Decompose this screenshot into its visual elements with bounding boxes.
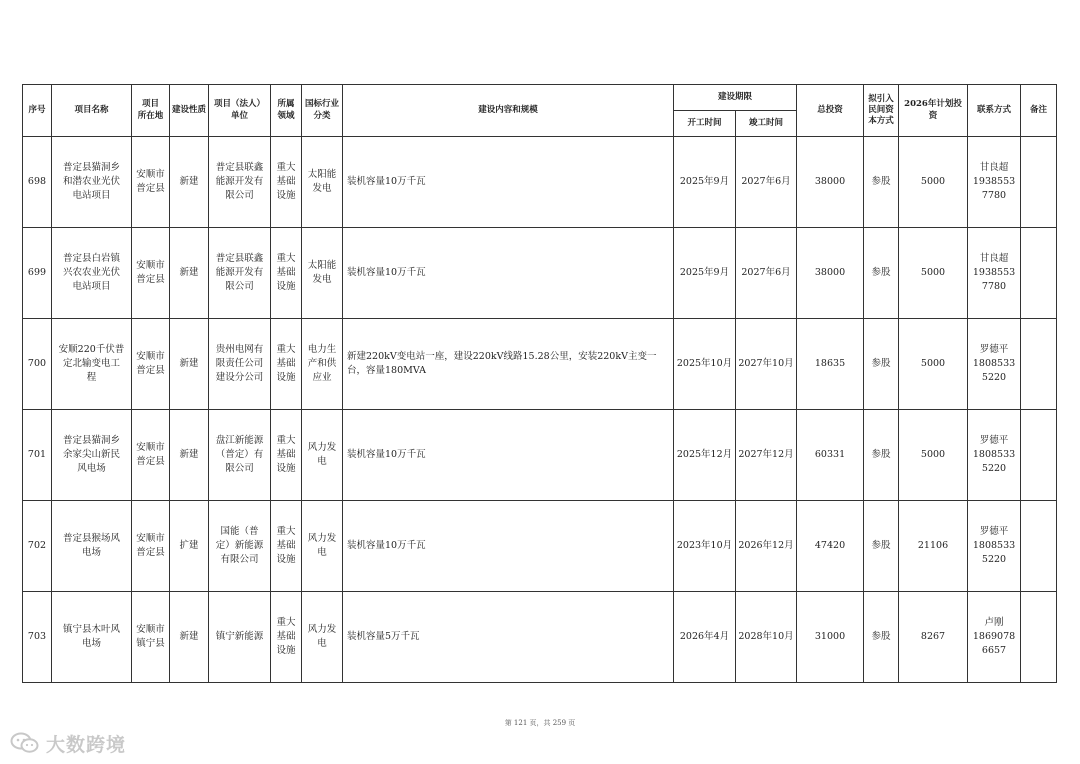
cell-owner: 镇宁新能源 xyxy=(209,592,271,683)
cell-owner: 国能（普 定）新能源 有限公司 xyxy=(209,501,271,592)
table-row xyxy=(23,137,1057,228)
header-seq: 序号 xyxy=(23,85,52,137)
cell-capital-mode: 参股 xyxy=(864,228,899,319)
cell-capital-mode: 参股 xyxy=(864,592,899,683)
cell-owner: 贵州电网有 限责任公司 建设分公司 xyxy=(209,319,271,410)
cell-nature: 新建 xyxy=(170,228,209,319)
cell-project-name: 镇宁县木叶风 电场 xyxy=(52,592,132,683)
cell-start: 2025年12月 xyxy=(674,410,736,501)
cell-plan-2026: 5000 xyxy=(899,410,968,501)
cell-seq: 700 xyxy=(23,319,52,410)
cell-end: 2027年6月 xyxy=(736,137,797,228)
cell-content: 新建220kV变电站一座，建设220kV线路15.28公里，安装220kV主变一台，容量180MVA xyxy=(343,319,674,410)
cell-industry: 太阳能 发电 xyxy=(302,228,343,319)
wechat-logo-icon xyxy=(10,732,40,754)
cell-field: 重大 基础 设施 xyxy=(271,228,302,319)
cell-capital-mode: 参股 xyxy=(864,501,899,592)
cell-end: 2027年6月 xyxy=(736,228,797,319)
cell-field: 重大 基础 设施 xyxy=(271,592,302,683)
cell-nature: 新建 xyxy=(170,592,209,683)
watermark-text: 大数跨境 xyxy=(46,733,127,756)
header-industry: 国标行业 分类 xyxy=(302,85,343,137)
cell-location: 安顺市 普定县 xyxy=(132,228,170,319)
cell-field: 重大 基础 设施 xyxy=(271,137,302,228)
cell-field: 重大 基础 设施 xyxy=(271,410,302,501)
cell-end: 2027年10月 xyxy=(736,319,797,410)
cell-seq: 698 xyxy=(23,137,52,228)
cell-content: 装机容量5万千瓦 xyxy=(343,592,674,683)
cell-investment: 31000 xyxy=(797,592,864,683)
watermark xyxy=(10,730,126,756)
cell-note xyxy=(1021,228,1057,319)
cell-nature: 新建 xyxy=(170,137,209,228)
cell-contact: 罗德平 18085335220 xyxy=(968,501,1021,592)
table-row xyxy=(23,592,1057,683)
cell-plan-2026: 5000 xyxy=(899,228,968,319)
cell-contact: 甘良超 19385537780 xyxy=(968,228,1021,319)
cell-capital-mode: 参股 xyxy=(864,410,899,501)
cell-plan-2026: 5000 xyxy=(899,137,968,228)
cell-nature: 新建 xyxy=(170,410,209,501)
header-owner: 项目（法人） 单位 xyxy=(209,85,271,137)
header-nature: 建设性质 xyxy=(170,85,209,137)
table-row xyxy=(23,501,1057,592)
cell-end: 2027年12月 xyxy=(736,410,797,501)
header-location: 项目 所在地 xyxy=(132,85,170,137)
header-note: 备注 xyxy=(1021,85,1057,137)
header-field: 所属 领域 xyxy=(271,85,302,137)
cell-plan-2026: 8267 xyxy=(899,592,968,683)
cell-contact: 卢刚 18690786657 xyxy=(968,592,1021,683)
cell-contact: 罗德平 18085335220 xyxy=(968,410,1021,501)
cell-note xyxy=(1021,592,1057,683)
cell-capital-mode: 参股 xyxy=(864,319,899,410)
cell-location: 安顺市 普定县 xyxy=(132,501,170,592)
cell-project-name: 普定县白岩镇 兴农农业光伏 电站项目 xyxy=(52,228,132,319)
cell-field: 重大 基础 设施 xyxy=(271,501,302,592)
header-content: 建设内容和规模 xyxy=(343,85,674,137)
cell-location: 安顺市 普定县 xyxy=(132,137,170,228)
cell-start: 2026年4月 xyxy=(674,592,736,683)
cell-start: 2025年10月 xyxy=(674,319,736,410)
cell-location: 安顺市 普定县 xyxy=(132,410,170,501)
header-capital-mode: 拟引入 民间资 本方式 xyxy=(864,85,899,137)
cell-investment: 38000 xyxy=(797,137,864,228)
cell-investment: 60331 xyxy=(797,410,864,501)
cell-contact: 罗德平 18085335220 xyxy=(968,319,1021,410)
header-start: 开工时间 xyxy=(674,111,736,137)
cell-start: 2025年9月 xyxy=(674,137,736,228)
cell-owner: 普定县联鑫 能源开发有 限公司 xyxy=(209,137,271,228)
cell-note xyxy=(1021,319,1057,410)
table-row xyxy=(23,410,1057,501)
cell-end: 2028年10月 xyxy=(736,592,797,683)
cell-industry: 风力发 电 xyxy=(302,501,343,592)
cell-note xyxy=(1021,410,1057,501)
cell-project-name: 安顺220千伏普 定北输变电工 程 xyxy=(52,319,132,410)
cell-content: 装机容量10万千瓦 xyxy=(343,410,674,501)
page-footer: 第 121 页，共 259 页 xyxy=(504,719,576,727)
cell-content: 装机容量10万千瓦 xyxy=(343,501,674,592)
cell-content: 装机容量10万千瓦 xyxy=(343,228,674,319)
cell-owner: 普定县联鑫 能源开发有 限公司 xyxy=(209,228,271,319)
cell-industry: 风力发 电 xyxy=(302,410,343,501)
cell-nature: 新建 xyxy=(170,319,209,410)
header-investment: 总投资 xyxy=(797,85,864,137)
cell-start: 2025年9月 xyxy=(674,228,736,319)
cell-content: 装机容量10万千瓦 xyxy=(343,137,674,228)
table-row xyxy=(23,228,1057,319)
header-contact: 联系方式 xyxy=(968,85,1021,137)
cell-industry: 太阳能 发电 xyxy=(302,137,343,228)
table-row xyxy=(23,319,1057,410)
cell-nature: 扩建 xyxy=(170,501,209,592)
cell-contact: 甘良超 19385537780 xyxy=(968,137,1021,228)
header-period: 建设期限 xyxy=(674,85,797,111)
cell-end: 2026年12月 xyxy=(736,501,797,592)
cell-project-name: 普定县猫洞乡 余家尖山新民 风电场 xyxy=(52,410,132,501)
table-body xyxy=(23,137,1057,683)
cell-start: 2023年10月 xyxy=(674,501,736,592)
header-project-name: 项目名称 xyxy=(52,85,132,137)
cell-location: 安顺市 普定县 xyxy=(132,319,170,410)
header-plan-2026: 2026年计划投 资 xyxy=(899,85,968,137)
cell-note xyxy=(1021,501,1057,592)
cell-plan-2026: 5000 xyxy=(899,319,968,410)
cell-seq: 699 xyxy=(23,228,52,319)
cell-plan-2026: 21106 xyxy=(899,501,968,592)
cell-seq: 701 xyxy=(23,410,52,501)
header-end: 竣工时间 xyxy=(736,111,797,137)
cell-field: 重大 基础 设施 xyxy=(271,319,302,410)
cell-investment: 38000 xyxy=(797,228,864,319)
cell-investment: 18635 xyxy=(797,319,864,410)
cell-location: 安顺市 镇宁县 xyxy=(132,592,170,683)
header-row xyxy=(23,85,1057,111)
cell-capital-mode: 参股 xyxy=(864,137,899,228)
cell-industry: 风力发 电 xyxy=(302,592,343,683)
cell-owner: 盘江新能源 （普定）有 限公司 xyxy=(209,410,271,501)
cell-investment: 47420 xyxy=(797,501,864,592)
cell-note xyxy=(1021,137,1057,228)
cell-seq: 702 xyxy=(23,501,52,592)
cell-seq: 703 xyxy=(23,592,52,683)
cell-project-name: 普定县猴场风 电场 xyxy=(52,501,132,592)
project-table xyxy=(22,84,1057,683)
cell-industry: 电力生 产和供 应业 xyxy=(302,319,343,410)
cell-project-name: 普定县猫洞乡 和潜农业光伏 电站项目 xyxy=(52,137,132,228)
